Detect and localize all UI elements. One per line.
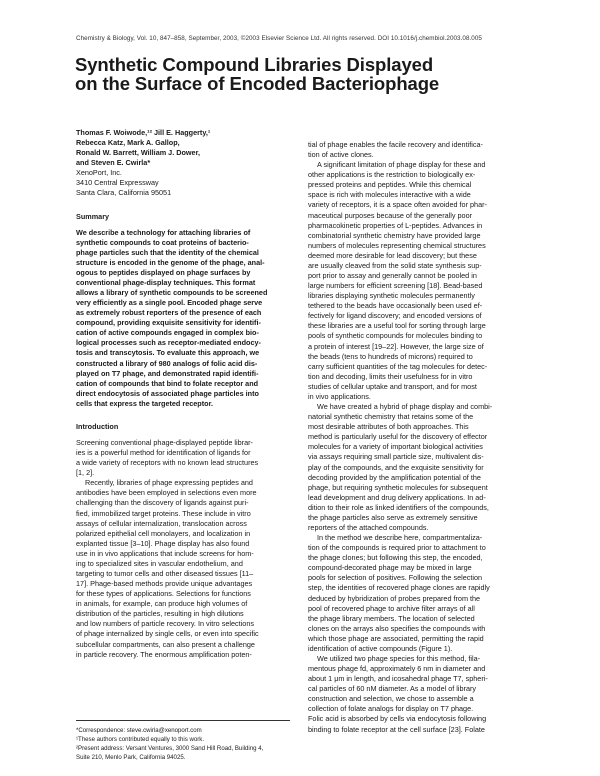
text-line: variety of receptors, it is a space often avoided for phar-	[308, 200, 487, 210]
introduction-paragraph-1	[76, 438, 290, 478]
text-line: and low numbers of particle recovery. In vitro selections	[76, 619, 254, 629]
text-line: cation of active compounds engaged in complex bio-	[76, 328, 259, 338]
text-line: pressed proteins and peptides. While this chemical	[308, 180, 472, 190]
text-line: a protein of interest [19–22]. However, the large size of	[308, 341, 484, 351]
text-line: compound, providing exquisite sensitivity for identifi-	[76, 318, 261, 328]
text-line: step, the identities of recovered phage clones are rapidly	[308, 583, 490, 593]
text-line: most desirable attributes of both approaches. This	[308, 422, 469, 432]
author-line: Thomas F. Woiwode,¹² Jill E. Haggerty,¹	[76, 128, 211, 137]
text-line: 17]. Phage-based methods provide unique advantages	[76, 579, 253, 589]
text-line: the phage particles also serve as extremely sensitive	[308, 512, 478, 522]
text-line: construction and selection, we chose to assemble a	[308, 694, 474, 704]
text-line: play of the compounds, and the exquisite sensitivity for	[308, 462, 484, 472]
text-line: the phage clones; but following this step, the encoded,	[308, 553, 483, 563]
footnote-equal-contribution: ¹These authors contributed equally to this work.	[76, 736, 205, 744]
text-line: tion of active clones.	[308, 150, 374, 160]
text-line: in vivo applications.	[308, 391, 371, 401]
title-line-1: Synthetic Compound Libraries Displayed	[75, 54, 434, 75]
text-line: use in in vivo applications that include screens for hom-	[76, 548, 254, 558]
right-column	[308, 140, 524, 735]
author-line: Rebecca Katz, Mark A. Gallop,	[76, 138, 180, 148]
text-line: as extremely robust reporters of the presence of each	[76, 308, 262, 318]
text-line: We have created a hybrid of phage display and combi-	[317, 402, 493, 412]
text-line: logical processes such as receptor-mediated endocy-	[76, 338, 261, 348]
text-line: tion of the compounds is required prior to attachment to	[308, 543, 486, 553]
text-line: clones on the arrays also specifies the compounds with	[308, 623, 486, 633]
text-line: structure is encoded in the genome of the phage, anal-	[76, 257, 265, 267]
text-line: synthetic compounds to coat proteins of bacterio-	[76, 237, 249, 247]
journal-citation-header: Chemistry & Biology, Vol. 10, 847–858, September, 2003, ©2003 Elsevier Science Ltd. All rights reserved. DOI 10.1016/j.chembiol.2003.08.005	[76, 35, 482, 42]
body-paragraph-3	[308, 402, 524, 533]
text-line: A significant limitation of phage display for these and	[317, 160, 486, 170]
body-paragraph-2	[308, 160, 524, 402]
text-line: tosis and transcytosis. To evaluate this approach, we	[76, 348, 260, 358]
title-line-2: on the Surface of Encoded Bacteriophage	[75, 73, 440, 94]
text-line: decoding provided by the amplification potential of the	[308, 472, 481, 482]
text-line: subcellular compartments, can also present a challenge	[76, 639, 255, 649]
text-line: allows a library of synthetic compounds to be screened	[76, 288, 268, 298]
text-line: very efficiently as a single pool. Encoded phage serve	[76, 298, 263, 308]
text-line: binding to folate receptor at the cell surface [23]. Folate	[308, 724, 485, 734]
text-line: tethered to the beads have occasionally been used ef-	[308, 301, 483, 311]
text-line: assays of cellular internalization, translocation across	[76, 518, 247, 528]
text-line: We utilized two phage species for this method, fila-	[317, 653, 481, 663]
affiliation-line: Santa Clara, California 95051	[76, 188, 172, 198]
text-line: constructed a library of 980 analogs of folic acid dis-	[76, 358, 258, 368]
text-line: libraries displaying synthetic molecules permanently	[308, 291, 475, 301]
text-line: tial of phage enables the facile recovery and identifica-	[308, 140, 483, 149]
text-line: cation of compounds that bind to folate receptor and	[76, 378, 259, 388]
text-line: in animals, for example, can produce high volumes of	[76, 599, 248, 609]
text-line: challenging than the discovery of ligands against puri-	[76, 498, 249, 508]
text-line: numbers of molecules representing chemical structures	[308, 240, 486, 250]
body-paragraph-4	[308, 533, 524, 654]
left-column	[76, 128, 290, 660]
text-line: played on T7 phage, and demonstrated rapid identifi-	[76, 368, 259, 378]
text-line: direct endocytosis of associated phage particles into	[76, 388, 259, 398]
author-block	[76, 128, 290, 199]
text-line: distribution of the particles, resulting in high dilutions	[76, 609, 244, 619]
text-line: via assays requiring small particle size, multivalent dis-	[308, 452, 484, 462]
text-line: cal particles of 60 nM diameter. As a model of library	[308, 684, 477, 694]
text-line: Screening conventional phage-displayed peptide librar-	[76, 437, 253, 447]
text-line: in particle recovery. The enormous amplification poten-	[76, 649, 252, 659]
text-line: We describe a technology for attaching libraries of	[76, 227, 251, 237]
author-line: Ronald W. Barrett, William J. Dower,	[76, 148, 201, 158]
text-line: these libraries are a useful tool for sorting through large	[308, 321, 486, 331]
text-line: pool of recovered phage to archive filter arrays of all	[308, 603, 475, 613]
text-line: ogous to peptides displayed on phage surfaces by	[76, 267, 251, 277]
text-line: [1, 2].	[76, 468, 95, 478]
text-line: port prior to assay and generally cannot be pooled in	[308, 271, 477, 281]
text-line: for these types of applications. Selections for functions	[76, 589, 251, 599]
affiliation-line: 3410 Central Expressway	[76, 178, 159, 188]
body-paragraph-5	[308, 654, 524, 735]
text-line: polarized epithelial cell monolayers, and localization in	[76, 528, 251, 538]
text-line: dition to their role as linked identifiers of the compounds,	[308, 502, 489, 512]
introduction-paragraph-2	[76, 478, 290, 659]
text-line: lead development and drug delivery applications. In ad-	[308, 492, 486, 502]
text-line: deduced by hybridization of probes prepared from the	[308, 593, 481, 603]
footnote-divider	[76, 720, 290, 721]
text-line: collection of folate analogs for display on T7 phage.	[308, 704, 474, 714]
text-line: phage particles such that the identity of the chemical	[76, 247, 259, 257]
text-line: conventional phage-display techniques. This format	[76, 277, 256, 287]
footnote-present-address-cont: Suite 210, Menlo Park, California 94025.	[76, 754, 186, 762]
text-line: large numbers for efficient screening [18]. Bead-based	[308, 281, 483, 291]
text-line: the beads (tens to hundreds of microns) required to	[308, 351, 473, 361]
text-line: Folic acid is absorbed by cells via endocytosis following	[308, 714, 487, 724]
footnotes	[76, 726, 290, 762]
body-paragraph-1	[308, 140, 524, 160]
text-line: pools of synthetic compounds for molecules binding to	[308, 331, 483, 341]
article-title	[75, 55, 545, 93]
affiliation-line: XenoPort, Inc.	[76, 168, 122, 178]
text-line: the phage library members. The location of selected	[308, 613, 475, 623]
text-line: explanted tissue [3–10]. Phage display has also found	[76, 538, 250, 548]
text-line: other applications is the restriction to biologically ex-	[308, 170, 476, 180]
text-line: antibodies have been employed in selections even more	[76, 488, 257, 498]
text-line: ing to specialized sites in vascular endothelium, and	[76, 558, 243, 568]
text-line: space is rich with molecules interactive with a wide	[308, 190, 471, 200]
text-line: are usually cleaved from the solid state synthesis sup-	[308, 260, 482, 270]
text-line: Recently, libraries of phage expressing peptides and	[85, 478, 253, 488]
text-line: In the method we describe here, compartmentaliza-	[317, 533, 483, 543]
text-line: mentous phage fd, approximately 6 nm in diameter and	[308, 664, 486, 674]
footnote-present-address: ²Present address: Versant Ventures, 3000 Sand Hill Road, Building 4,	[76, 745, 264, 753]
footnote-correspondence: *Correspondence: steve.cwirla@xenoport.com	[76, 727, 202, 734]
text-line: combinatorial synthetic chemistry have provided large	[308, 230, 481, 240]
text-line: natorial synthetic chemistry that retains some of the	[308, 412, 474, 422]
text-line: fectively for ligand discovery; and encoded versions of	[308, 311, 482, 321]
text-line: phage, but requiring synthetic molecules for subsequent	[308, 482, 488, 492]
text-line: targeting to tumor cells and other diseased tissues [11–	[76, 568, 254, 578]
text-line: compound-decorated phage may be mixed in large	[308, 563, 472, 573]
text-line: identification of active compounds (Figure 1).	[308, 643, 453, 653]
summary-heading: Summary	[76, 211, 110, 221]
summary-text	[76, 228, 290, 409]
author-line: and Steven E. Cwirla*	[76, 158, 151, 168]
text-line: reporters of the attached compounds.	[308, 522, 429, 532]
text-line: method is particularly useful for the discovery of effector	[308, 432, 488, 442]
text-line: of phage internalized by single cells, or even into specific	[76, 629, 259, 639]
text-line: cells that express the targeted receptor.	[76, 398, 213, 408]
text-line: a wide variety of receptors with no known lead structures	[76, 458, 259, 468]
text-line: carry sufficient quantities of the tag molecules for detec-	[308, 361, 488, 371]
text-line: maceutical purposes because of the generally poor	[308, 210, 473, 220]
text-line: about 1 μm in length, and icosahedral phage T7, spheri-	[308, 674, 488, 684]
text-line: ies is a powerful method for identification of ligands for	[76, 448, 251, 458]
text-line: which those phage are associated, permitting the rapid	[308, 633, 484, 643]
text-line: deemed more desirable for lead discovery; but these	[308, 250, 477, 260]
text-line: pools for selection of positives. Following the selection	[308, 573, 483, 583]
text-line: studies of cellular uptake and transport, and for most	[308, 381, 477, 391]
introduction-heading: Introduction	[76, 421, 119, 431]
text-line: fied, immobilized target proteins. These include in vitro	[76, 508, 251, 518]
text-line: tion and decoding, limits their usefulness for in vitro	[308, 371, 473, 381]
text-line: molecules for a variety of important biological activities	[308, 442, 483, 452]
text-line: pharmacokinetic properties of L-peptides. Advances in	[308, 220, 483, 230]
